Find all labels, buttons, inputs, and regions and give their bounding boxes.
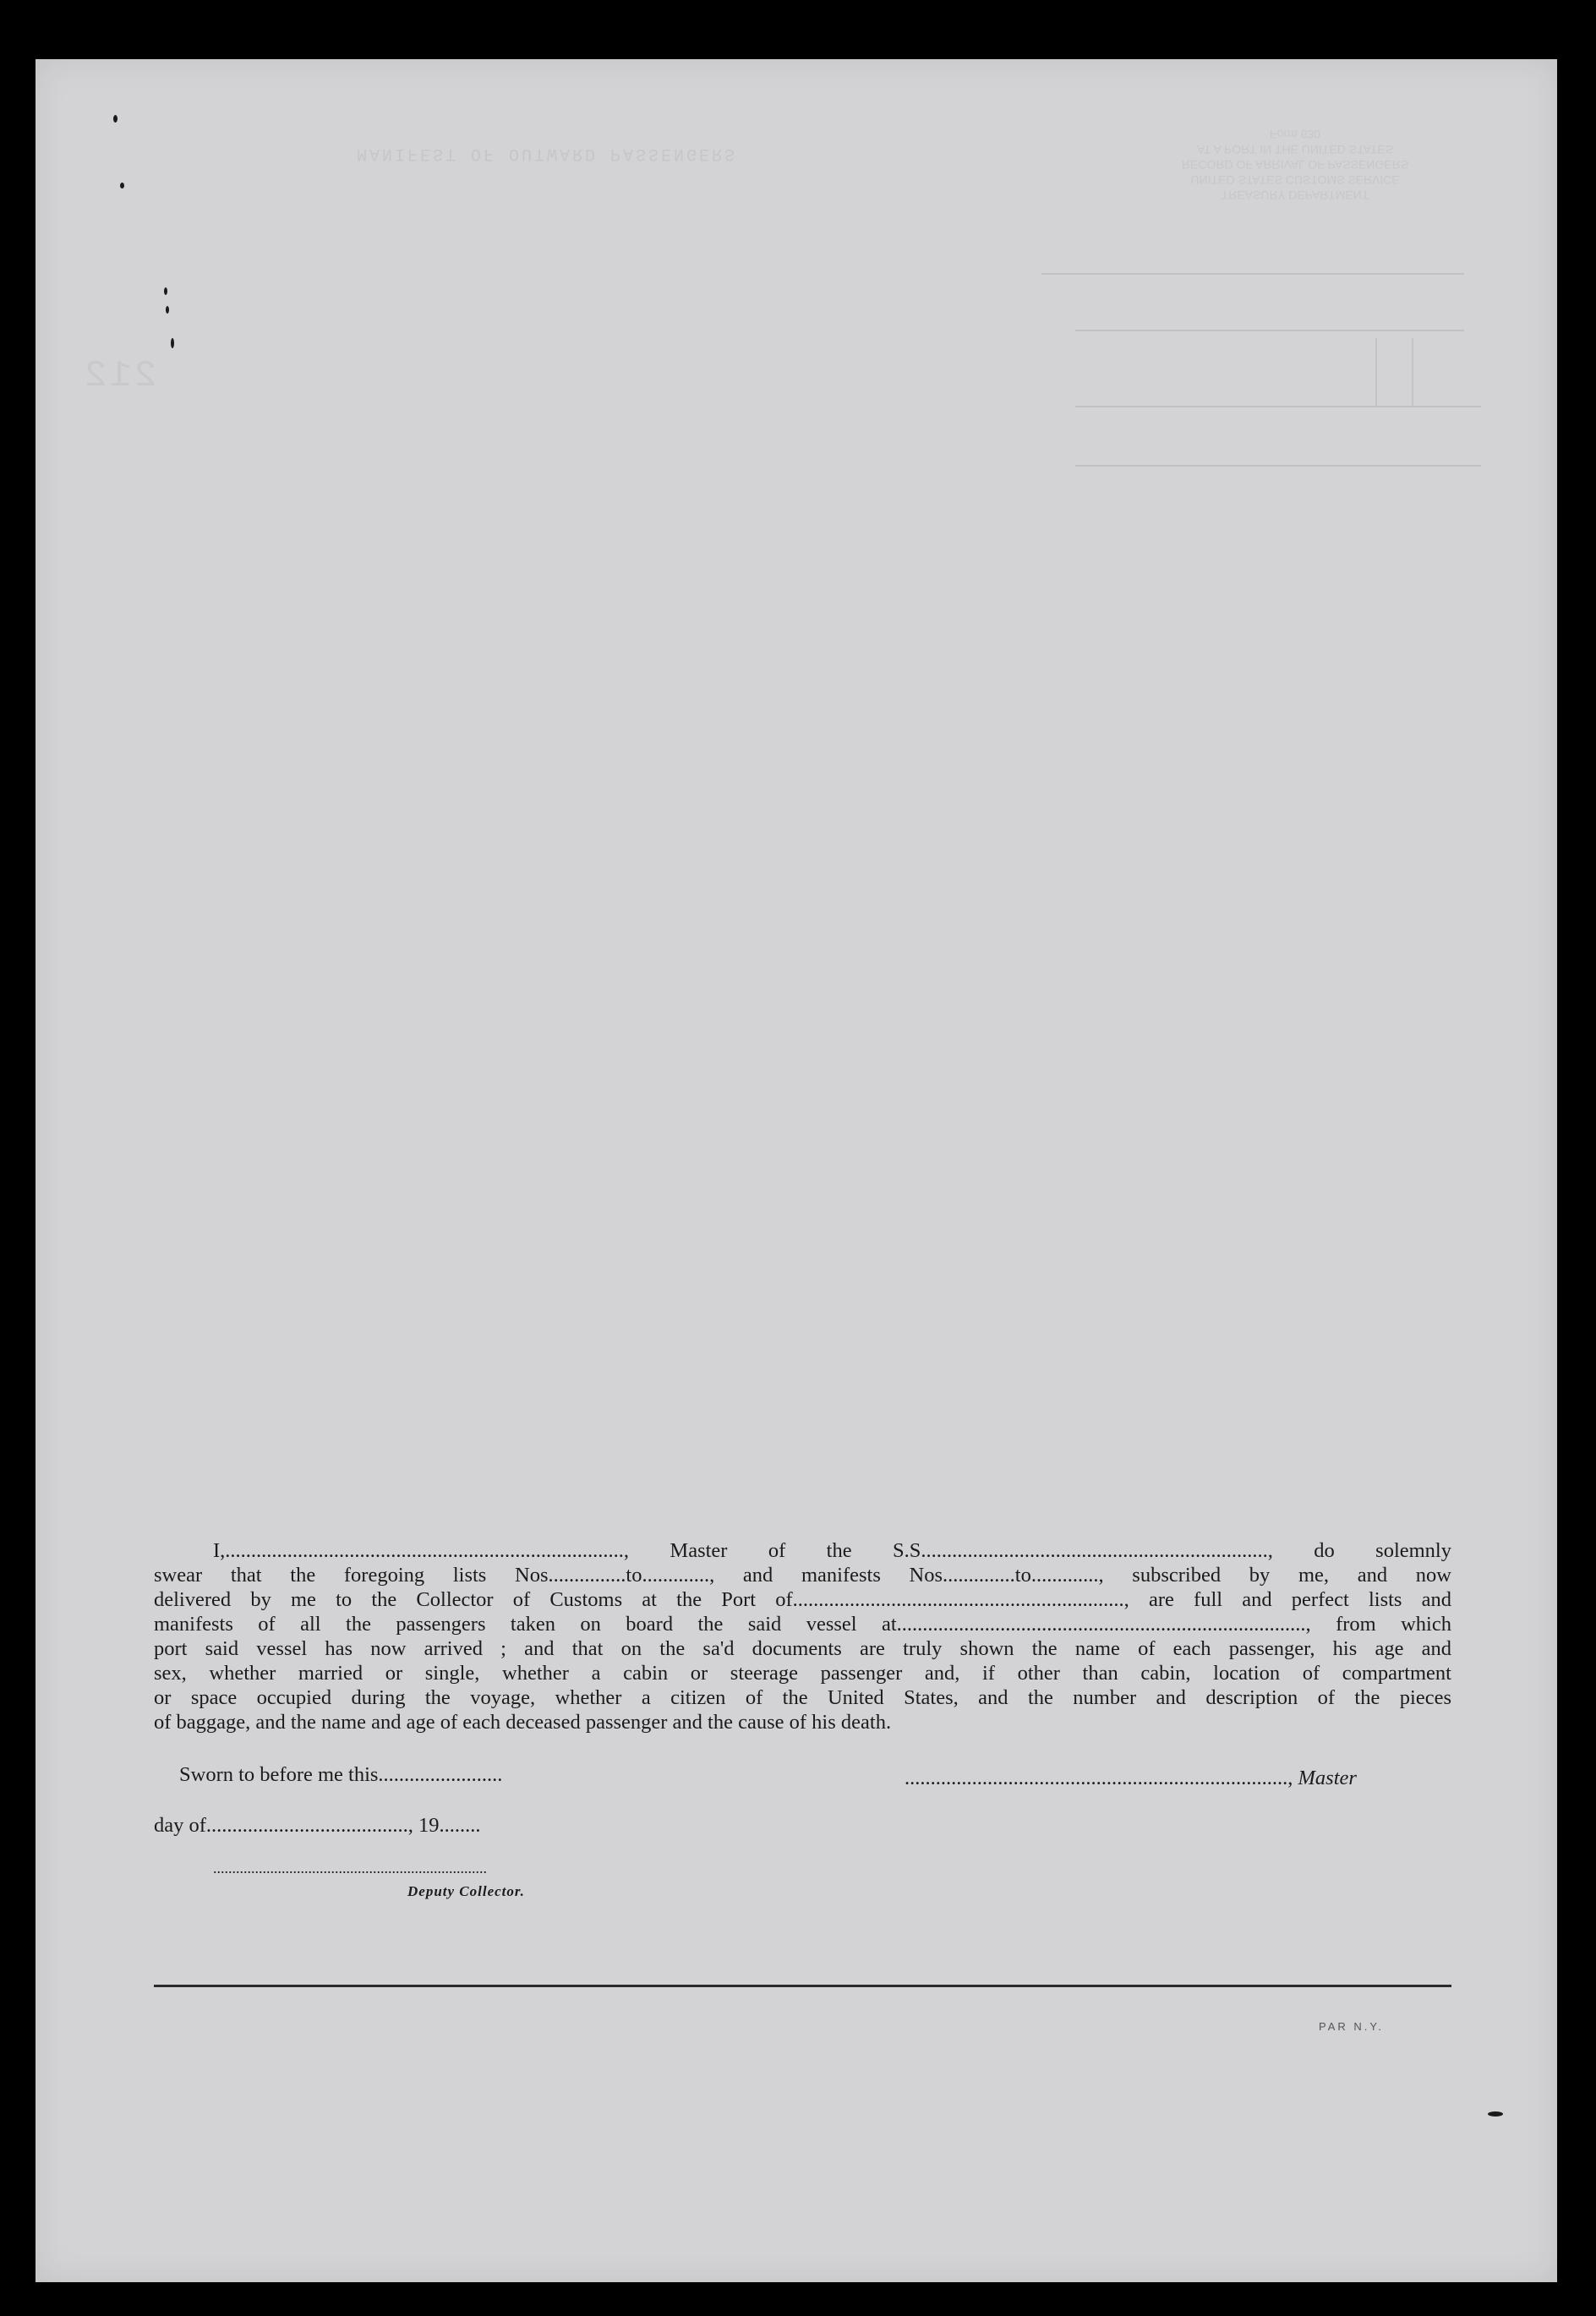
faint-rule [1375, 338, 1377, 406]
speck-mark [166, 306, 169, 314]
oath-paragraph [154, 1538, 1451, 1734]
oath-line-1: I,............................................................................., Master of the S.S..................................................................., do solemnly [213, 1539, 1451, 1562]
oath-line-8: of baggage, and the name and age of each deceased passenger and the cause of his death. [154, 1711, 892, 1734]
oath-line-3: delivered by me to the Collector of Customs at the Port of................................................................, are full and perfect lists and [154, 1588, 1451, 1611]
day-of-field[interactable]: day of......................................., 19........ [154, 1814, 481, 1837]
master-label: Master [1298, 1767, 1357, 1789]
faint-rule [1041, 273, 1464, 275]
oath-line-2: swear that the foregoing lists Nos...............to............., and manifests Nos..............to............., subscribed by me, and now [154, 1564, 1451, 1587]
faint-line-1: TREASURY DEPARTMENT [1221, 188, 1369, 202]
speck-mark [171, 338, 174, 348]
faint-header-block [1118, 127, 1473, 203]
oath-line-5: port said vessel has now arrived ; and that on the sa'd documents are truly shown the name of each passenger, his age and [154, 1637, 1451, 1660]
speck-mark [164, 287, 167, 295]
oath-line-4: manifests of all the passengers taken on board the said vessel at..............................................................................., from which [154, 1613, 1451, 1636]
speck-mark [1488, 2111, 1503, 2117]
speck-mark [120, 183, 124, 188]
printer-mark: PAR N.Y. [1319, 2020, 1384, 2033]
deputy-collector-label: Deputy Collector. [407, 1883, 525, 1899]
faint-line-5: AT A PORT IN THE UNITED STATES [1196, 143, 1394, 156]
speck-mark [113, 115, 118, 123]
faint-rule [1412, 338, 1413, 406]
faint-side-number: 212 [82, 355, 157, 397]
oath-line-7: or space occupied during the voyage, whether a citizen of the United States, and the number and description of the pieces [154, 1686, 1451, 1709]
master-signature-field[interactable] [905, 1767, 1357, 1790]
faint-rule [1075, 465, 1481, 467]
document-page [36, 59, 1557, 2282]
master-signature-line: .........................................................................., [905, 1767, 1298, 1789]
faint-rule [1075, 406, 1481, 407]
faint-line-2: UNITED STATES CUSTOMS SERVICE [1190, 173, 1400, 187]
deputy-signature-line[interactable]: ........................................................................ [213, 1860, 487, 1876]
sworn-before-field[interactable]: Sworn to before me this........................ [179, 1763, 503, 1786]
faint-rule [1075, 330, 1464, 331]
oath-line-6: sex, whether married or single, whether a cabin or steerage passenger and, if other than cabin, location of compartment [154, 1662, 1451, 1685]
bottom-rule [154, 1985, 1451, 1987]
faint-line-6: Form 630 [1270, 128, 1320, 141]
faint-line-4: RECORD OF ARRIVAL OF PASSENGERS [1181, 158, 1409, 172]
faint-header-title: MANIFEST OF OUTWARD PASSENGERS [357, 144, 738, 163]
